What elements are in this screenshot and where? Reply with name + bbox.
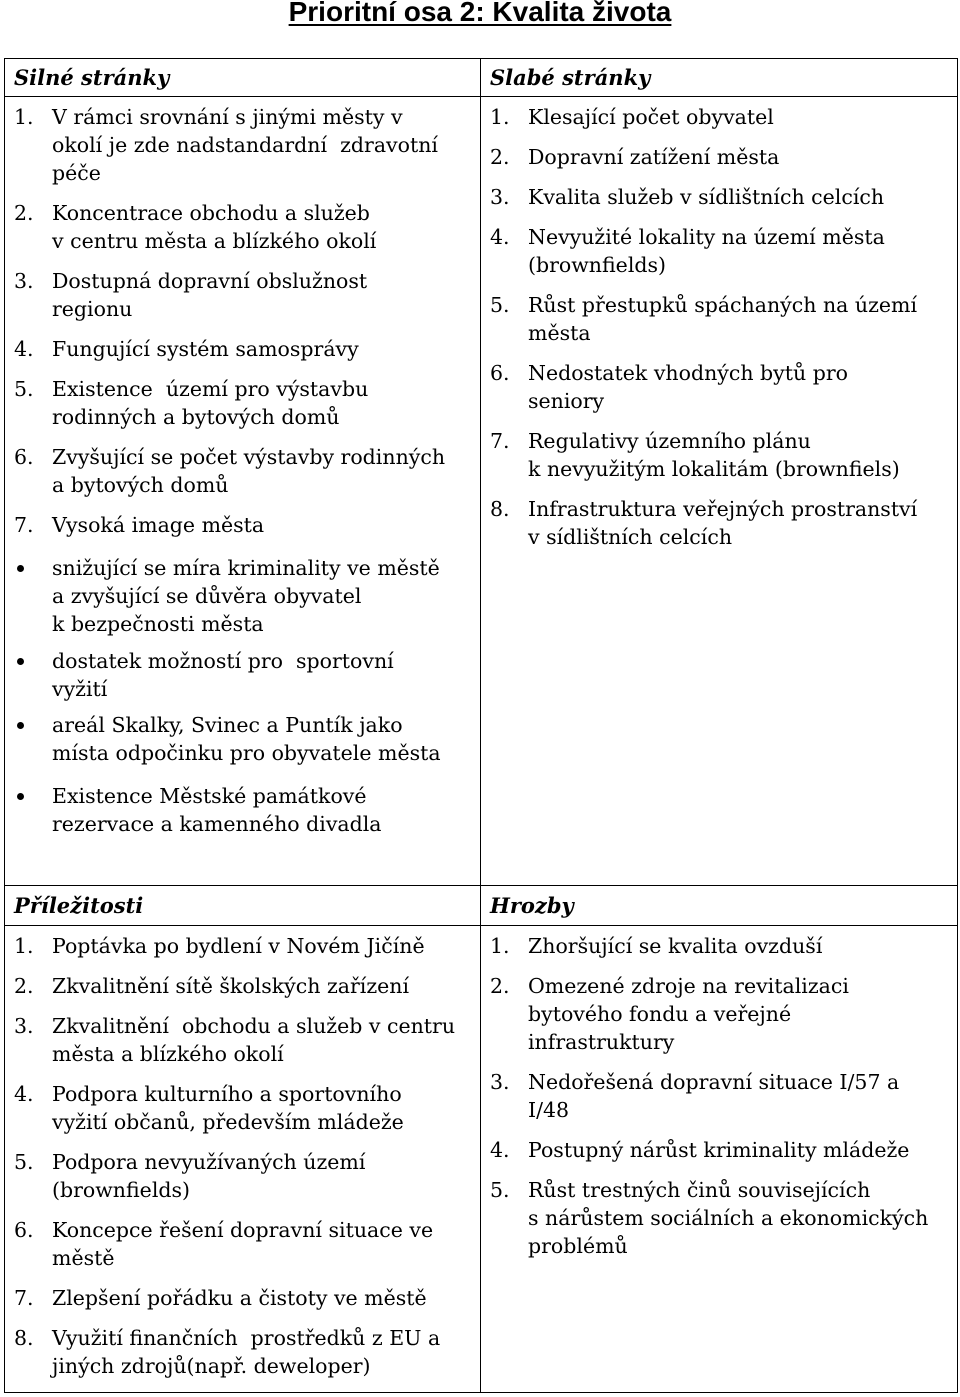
threats-heading-label: Hrozby xyxy=(490,893,574,918)
opportunity-item xyxy=(14,1080,480,1136)
item-text xyxy=(52,103,438,187)
strengths-heading xyxy=(5,59,480,96)
item-text-line: Využití finančních prostředků z EU a xyxy=(52,1326,441,1350)
item-text xyxy=(52,443,445,499)
threat-item xyxy=(490,1136,957,1164)
strength-bullet-item xyxy=(14,647,480,703)
item-text-line: Infrastruktura veřejných prostranství xyxy=(528,497,918,521)
item-number: 6. xyxy=(14,1218,34,1242)
item-number: 7. xyxy=(14,513,34,537)
item-text-line: Regulativy územního plánu xyxy=(528,429,811,453)
item-text xyxy=(52,1080,404,1136)
item-text xyxy=(52,1324,440,1380)
item-text-line: seniory xyxy=(528,389,605,413)
opportunity-item xyxy=(14,1012,480,1068)
item-text-line: Nevyužité lokality na území města xyxy=(528,225,885,249)
item-text xyxy=(528,427,900,483)
strengths-bullet-list xyxy=(14,554,480,838)
item-text-line: péče xyxy=(52,161,101,185)
weakness-item xyxy=(490,183,957,211)
bullet-marker xyxy=(14,711,52,767)
item-number: 3. xyxy=(14,1014,34,1038)
item-text-line: a zvyšující se důvěra obyvatel xyxy=(52,584,362,608)
item-text-line: v centru města a blízkého okolí xyxy=(52,229,377,253)
item-text-line: Existence Městské památkové xyxy=(52,784,367,808)
item-text xyxy=(528,291,917,347)
item-text xyxy=(528,1136,909,1164)
bullet-icon xyxy=(17,658,24,665)
weaknesses-heading xyxy=(481,59,957,96)
item-text-line: vyžití občanů, především mládeže xyxy=(52,1110,404,1134)
item-text-line: Omezené zdroje na revitalizaci xyxy=(528,974,849,998)
item-number: 3. xyxy=(490,1070,510,1094)
item-text-line: Zkvalitnění obchodu a služeb v centru xyxy=(52,1014,456,1038)
item-number: 5. xyxy=(490,1178,510,1202)
item-number: 1. xyxy=(490,105,510,129)
bullet-icon xyxy=(17,793,24,800)
item-text xyxy=(52,972,409,1000)
item-text-line: Podpora nevyužívaných území xyxy=(52,1150,366,1174)
item-text-line: místa odpočinku pro obyvatele města xyxy=(52,741,441,765)
item-text-line: V rámci srovnání s jinými městy v xyxy=(52,105,403,129)
item-number: 1. xyxy=(14,105,34,129)
item-text-line: okolí je zde nadstandardní zdravotní xyxy=(52,133,438,157)
item-text-line: Poptávka po bydlení v Novém Jičíně xyxy=(52,934,425,958)
weakness-item xyxy=(490,143,957,171)
item-number: 4. xyxy=(490,225,510,249)
weakness-item xyxy=(490,359,957,415)
item-text-line: Postupný nárůst kriminality mládeže xyxy=(528,1138,910,1162)
bullet-marker xyxy=(14,647,52,703)
item-text-line: Nedořešená dopravní situace I/57 a xyxy=(528,1070,900,1094)
opportunities-list xyxy=(14,932,480,1380)
item-text-line: problémů xyxy=(528,1234,628,1258)
weakness-item xyxy=(490,291,957,347)
item-text-line: Koncepce řešení dopravní situace ve xyxy=(52,1218,434,1242)
strength-item xyxy=(14,335,480,363)
opportunity-item xyxy=(14,1216,480,1272)
weaknesses-heading-label: Slabé stránky xyxy=(490,65,651,90)
threat-item xyxy=(490,972,957,1056)
item-number: 1. xyxy=(490,934,510,958)
item-text-line: dostatek možností pro sportovní xyxy=(52,649,394,673)
opportunity-item xyxy=(14,1148,480,1204)
item-number: 2. xyxy=(490,145,510,169)
threats-list xyxy=(490,932,957,1260)
opportunity-item xyxy=(14,1284,480,1312)
item-number: 6. xyxy=(490,361,510,385)
item-text-line: Zkvalitnění sítě školských zařízení xyxy=(52,974,410,998)
item-number: 2. xyxy=(490,974,510,998)
weakness-item xyxy=(490,103,957,131)
weakness-item xyxy=(490,427,957,483)
item-number: 1. xyxy=(14,934,34,958)
threat-item xyxy=(490,1176,957,1260)
item-number: 5. xyxy=(14,1150,34,1174)
strength-bullet-item xyxy=(14,782,480,838)
strengths-heading-label: Silné stránky xyxy=(14,65,170,90)
item-text-line: města a blízkého okolí xyxy=(52,1042,284,1066)
item-text-line: k nevyužitým lokalitám (brownfiels) xyxy=(528,457,900,481)
item-number: 7. xyxy=(14,1286,34,1310)
item-number: 4. xyxy=(14,1082,34,1106)
item-text xyxy=(52,335,359,363)
item-text-line: města xyxy=(528,321,591,345)
item-text-line: Dostupná dopravní obslužnost xyxy=(52,269,368,293)
item-text-line: Vysoká image města xyxy=(52,513,265,537)
strength-item xyxy=(14,443,480,499)
item-text-line: a bytových domů xyxy=(52,473,229,497)
item-text-line: s nárůstem sociálních a ekonomických xyxy=(528,1206,929,1230)
opportunity-item xyxy=(14,932,480,960)
item-text-line: Podpora kulturního a sportovního xyxy=(52,1082,402,1106)
strength-bullet-item xyxy=(14,711,480,767)
item-number: 6. xyxy=(14,445,34,469)
item-text xyxy=(52,782,382,838)
item-text xyxy=(52,647,394,703)
item-text xyxy=(528,103,774,131)
item-text-line: Zvyšující se počet výstavby rodinných xyxy=(52,445,446,469)
item-text-line: rezervace a kamenného divadla xyxy=(52,812,382,836)
item-number: 5. xyxy=(14,377,34,401)
item-text-line: Zlepšení pořádku a čistoty ve městě xyxy=(52,1286,427,1310)
opportunity-item xyxy=(14,1324,480,1380)
strength-item xyxy=(14,199,480,255)
swot-table xyxy=(4,58,958,1393)
item-number: 2. xyxy=(14,201,34,225)
item-text xyxy=(52,1148,365,1204)
item-text xyxy=(528,183,884,211)
item-text-line: městě xyxy=(52,1246,115,1270)
item-text xyxy=(52,511,264,539)
item-text xyxy=(528,143,779,171)
weaknesses-list xyxy=(490,103,957,551)
opportunity-item xyxy=(14,972,480,1000)
strengths-cell xyxy=(5,97,480,885)
item-text xyxy=(52,711,441,767)
item-text xyxy=(528,359,848,415)
item-text-line: (brownfields) xyxy=(528,253,667,277)
item-text-line: Nedostatek vhodných bytů pro xyxy=(528,361,848,385)
item-number: 4. xyxy=(490,1138,510,1162)
item-text xyxy=(52,375,368,431)
weaknesses-cell xyxy=(481,97,957,885)
item-number: 5. xyxy=(490,293,510,317)
item-text-line: Růst přestupků spáchaných na území xyxy=(528,293,918,317)
item-number: 8. xyxy=(14,1326,34,1350)
item-text-line: vyžití xyxy=(52,677,108,701)
item-text-line: snižující se míra kriminality ve městě xyxy=(52,556,440,580)
item-number: 3. xyxy=(490,185,510,209)
strength-bullet-item xyxy=(14,554,480,638)
threats-heading xyxy=(481,886,957,925)
item-text-line: Koncentrace obchodu a služeb xyxy=(52,201,370,225)
item-number: 2. xyxy=(14,974,34,998)
threat-item xyxy=(490,932,957,960)
bullet-icon xyxy=(17,722,24,729)
item-text-line: I/48 xyxy=(528,1098,570,1122)
item-text xyxy=(52,554,440,638)
bullet-marker xyxy=(14,782,52,838)
item-text-line: infrastruktury xyxy=(528,1030,675,1054)
item-text xyxy=(52,1284,427,1312)
item-text-line: Existence území pro výstavbu xyxy=(52,377,369,401)
strength-item xyxy=(14,267,480,323)
item-text xyxy=(52,1216,433,1272)
opportunities-heading-label: Příležitosti xyxy=(14,893,144,918)
opportunities-heading xyxy=(5,886,480,925)
item-text-line: areál Skalky, Svinec a Puntík jako xyxy=(52,713,403,737)
item-text-line: (brownfields) xyxy=(52,1178,191,1202)
item-text xyxy=(52,932,425,960)
strength-item xyxy=(14,375,480,431)
item-text-line: Zhoršující se kvalita ovzduší xyxy=(528,934,823,958)
weakness-item xyxy=(490,495,957,551)
item-text-line: Fungující systém samosprávy xyxy=(52,337,359,361)
bullet-marker xyxy=(14,554,52,638)
strength-item xyxy=(14,103,480,187)
item-text-line: k bezpečnosti města xyxy=(52,612,264,636)
item-number: 8. xyxy=(490,497,510,521)
item-text-line: jiných zdrojů(např. deweloper) xyxy=(52,1354,371,1378)
item-text-line: Klesající počet obyvatel xyxy=(528,105,774,129)
item-number: 3. xyxy=(14,269,34,293)
strengths-list xyxy=(14,103,480,539)
item-text xyxy=(528,223,885,279)
item-text xyxy=(528,495,917,551)
threat-item xyxy=(490,1068,957,1124)
item-text-line: v sídlištních celcích xyxy=(528,525,733,549)
strength-item xyxy=(14,511,480,539)
item-text-line: regionu xyxy=(52,297,133,321)
item-text-line: Růst trestných činů souvisejících xyxy=(528,1178,871,1202)
item-text xyxy=(528,1176,928,1260)
threats-cell xyxy=(481,926,957,1392)
bullet-icon xyxy=(17,565,24,572)
item-text-line: bytového fondu a veřejné xyxy=(528,1002,792,1026)
item-text xyxy=(528,972,849,1056)
item-number: 7. xyxy=(490,429,510,453)
item-text-line: Kvalita služeb v sídlištních celcích xyxy=(528,185,885,209)
item-number: 4. xyxy=(14,337,34,361)
item-text-line: rodinných a bytových domů xyxy=(52,405,340,429)
item-text-line: Dopravní zatížení města xyxy=(528,145,780,169)
item-text xyxy=(52,1012,455,1068)
page-title: Prioritní osa 2: Kvalita života xyxy=(288,0,672,27)
item-text xyxy=(528,1068,899,1124)
weakness-item xyxy=(490,223,957,279)
opportunities-cell xyxy=(5,926,480,1392)
item-text xyxy=(52,199,376,255)
item-text xyxy=(52,267,367,323)
item-text xyxy=(528,932,822,960)
